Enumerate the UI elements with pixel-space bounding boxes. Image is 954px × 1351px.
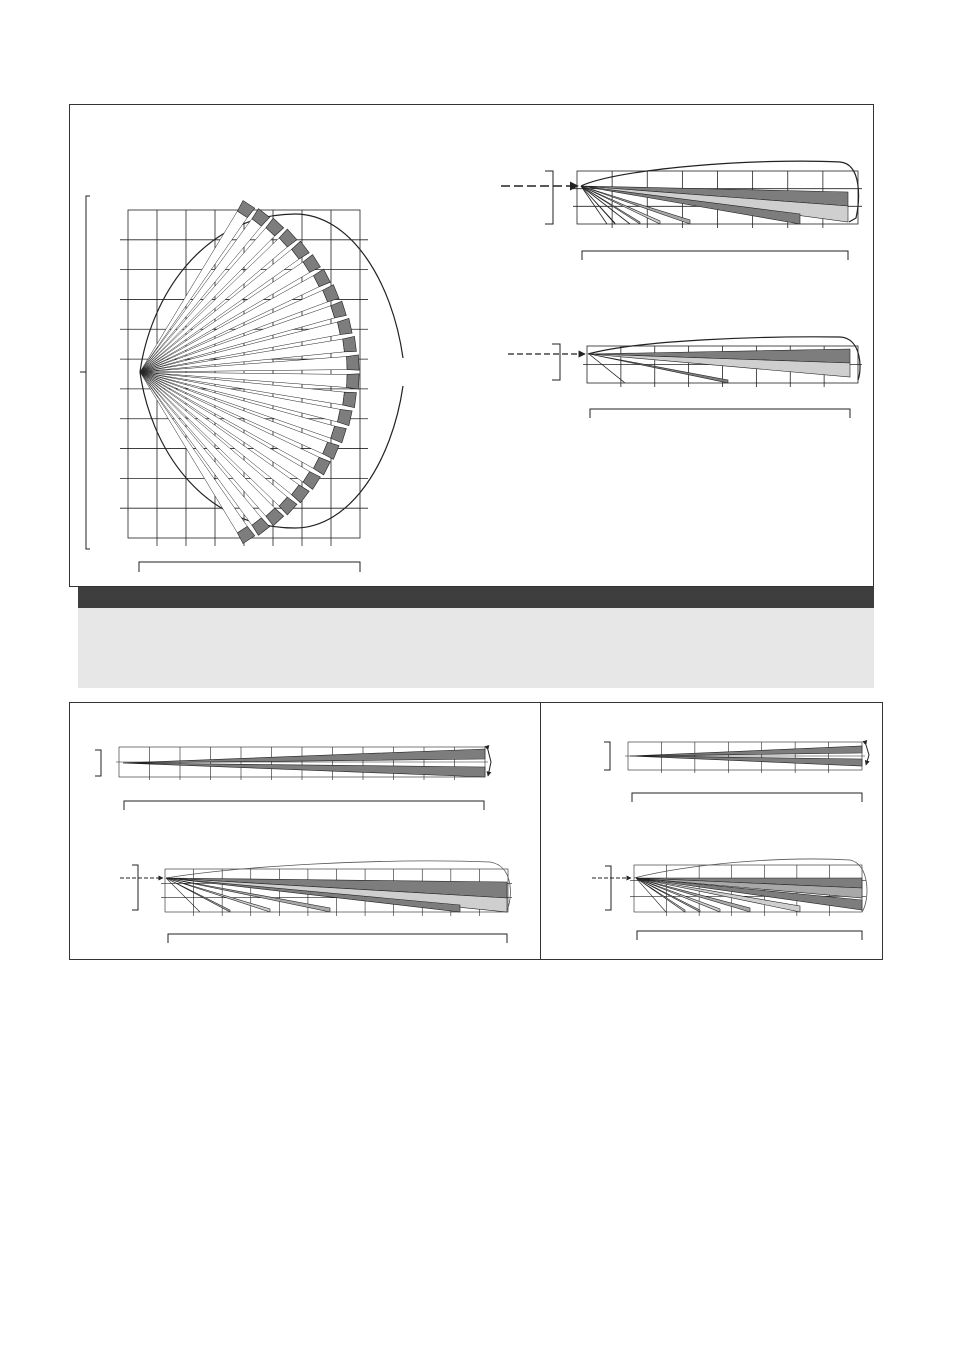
pet-lens-top-range-bracket xyxy=(632,793,862,802)
detection-beam xyxy=(123,763,485,777)
side-view-2-range-bracket xyxy=(590,409,850,418)
detection-beam-zone xyxy=(347,355,360,370)
top-view-depth-bracket xyxy=(80,196,90,549)
pet-lens-top-height-bracket xyxy=(604,742,610,770)
detection-beam xyxy=(630,756,862,766)
side-view-2-height-bracket xyxy=(552,344,560,380)
detection-beam-zone xyxy=(337,318,352,334)
detection-beam xyxy=(630,746,862,756)
side-view-1-range-bracket xyxy=(582,251,848,260)
side-view-1-height-bracket xyxy=(545,171,553,224)
long-range-top-width-arrow xyxy=(488,750,491,776)
long-range-top-range-bracket xyxy=(124,801,484,810)
pet-lens-top-width-arrow xyxy=(866,745,869,765)
long-range-top-beams xyxy=(123,749,485,777)
pet-lens-side-view-diagram xyxy=(592,859,867,940)
long-range-side-range-bracket xyxy=(168,934,507,943)
pet-lens-side-range-bracket xyxy=(637,931,862,940)
pet-lens-side-beams xyxy=(636,878,862,912)
top-view-beams xyxy=(140,201,359,544)
detection-beam-zone xyxy=(347,374,360,389)
beam-edge xyxy=(589,354,625,383)
detection-beam-zone xyxy=(337,409,352,425)
wide-angle-side-view-diagram xyxy=(501,161,862,260)
long-range-top-height-bracket xyxy=(95,750,101,776)
pet-lens-top-view-diagram xyxy=(604,742,869,802)
top-view-width-bracket xyxy=(139,562,360,572)
side-view-2-beams xyxy=(589,349,850,383)
long-range-top-view-diagram xyxy=(95,747,491,810)
long-range-side-height-bracket xyxy=(132,865,138,910)
wide-angle-top-view-diagram xyxy=(80,196,403,572)
pet-lens-side-height-bracket xyxy=(605,866,611,910)
detection-beam-zone xyxy=(343,392,357,408)
side-view-1-beams xyxy=(581,186,848,224)
curtain-side-view-diagram xyxy=(508,337,862,418)
detection-beam xyxy=(123,749,485,763)
detection-beam-zone xyxy=(343,336,357,352)
long-range-side-view-diagram xyxy=(120,861,512,943)
